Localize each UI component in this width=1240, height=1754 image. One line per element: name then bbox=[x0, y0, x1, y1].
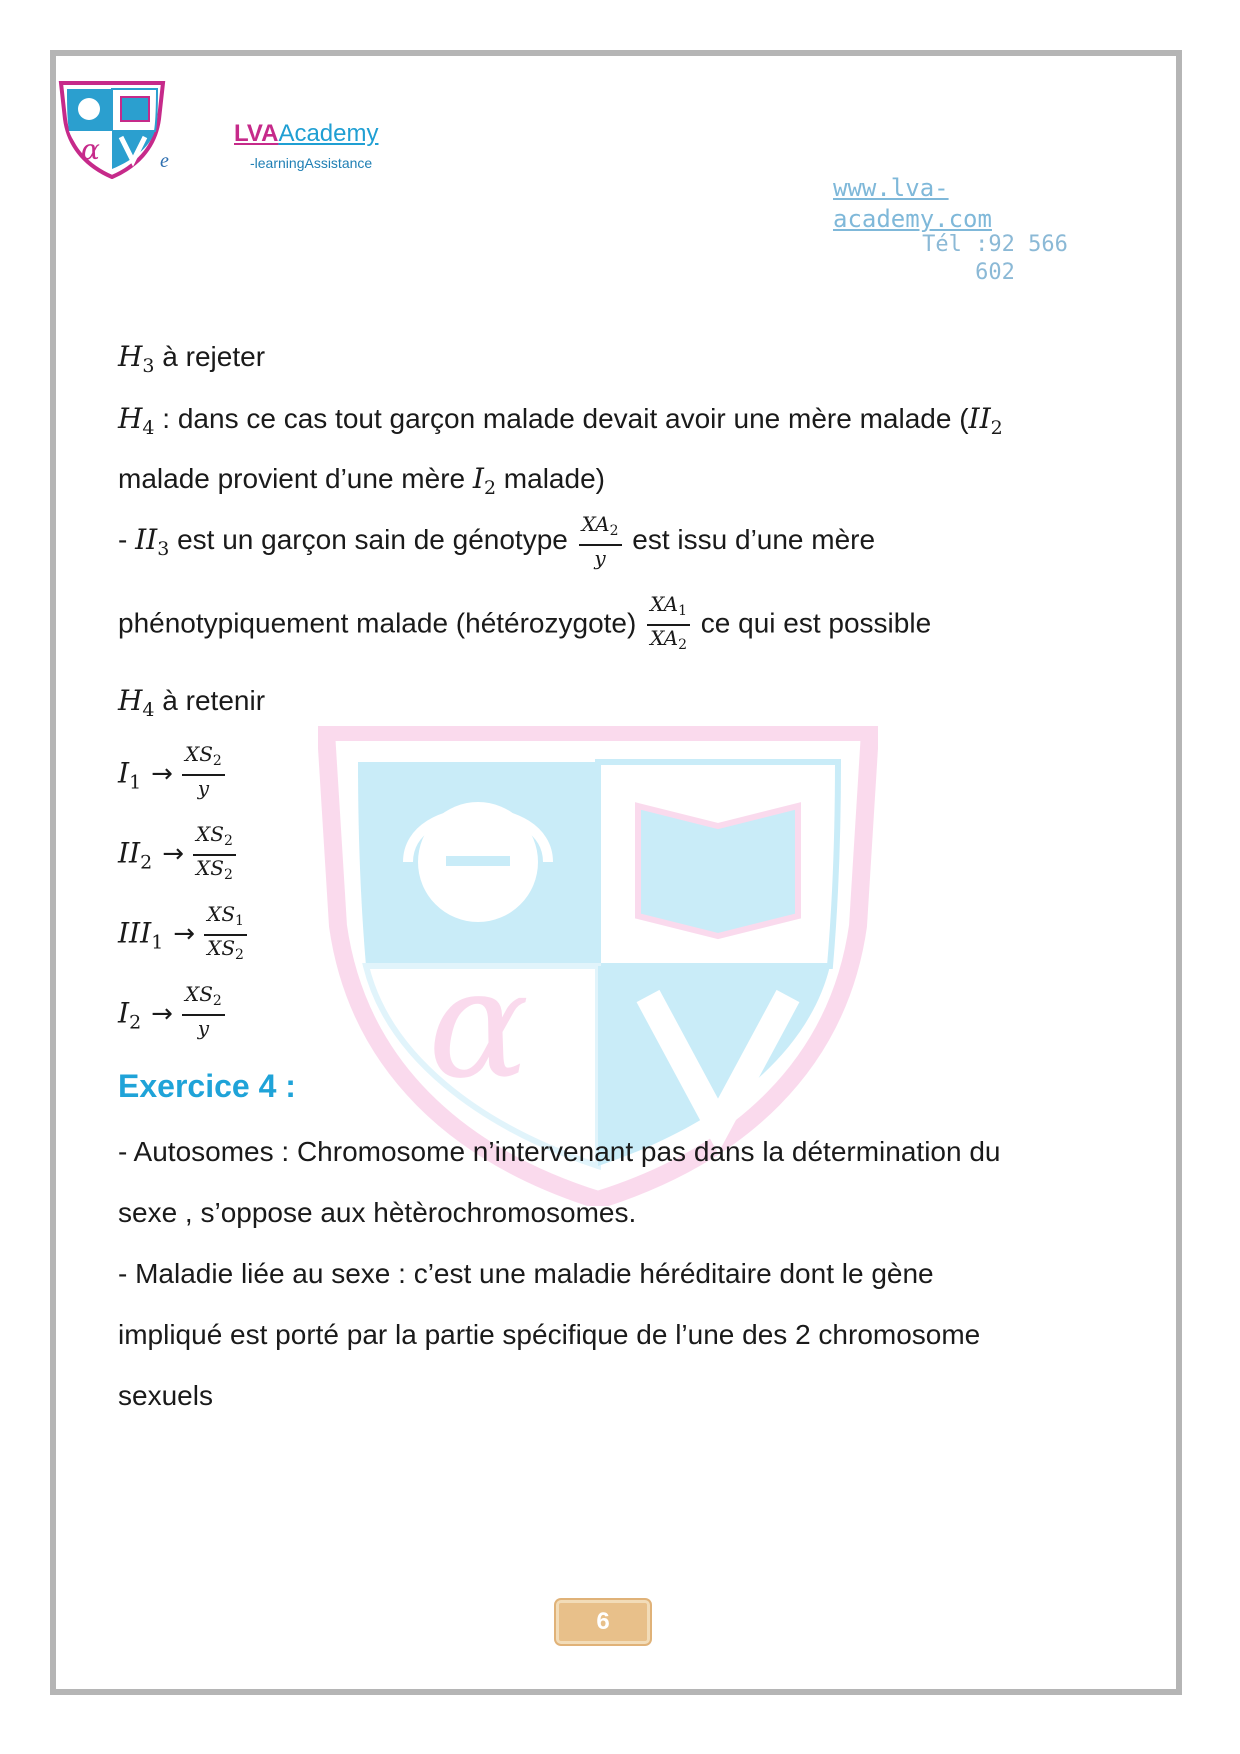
math-i2: I bbox=[472, 462, 484, 495]
phone-number bbox=[900, 231, 1090, 287]
frac-den: XS bbox=[196, 856, 224, 880]
genotype-fraction bbox=[647, 592, 690, 658]
frac-sub: 2 bbox=[235, 947, 244, 963]
paragraph-line: - Maladie liée au sexe : c’est une maladie héréditaire dont le gène bbox=[118, 1258, 934, 1289]
frac-sub: 2 bbox=[609, 523, 619, 539]
frac-num: XA bbox=[650, 592, 679, 616]
genotype-fraction bbox=[182, 742, 225, 808]
website-line-1: www.lva- bbox=[833, 174, 949, 202]
text-span: phénotypiquement malade (hétérozygote) bbox=[118, 607, 645, 639]
genotype-row bbox=[118, 822, 239, 888]
paragraph-line: sexe , s’oppose aux hètèrochromosomes. bbox=[118, 1197, 637, 1228]
paragraph-line bbox=[118, 512, 875, 571]
frac-sub: 2 bbox=[223, 833, 233, 849]
text-span: malade) bbox=[496, 463, 605, 494]
frac-sub: 1 bbox=[678, 603, 687, 619]
math-sub: 2 bbox=[483, 477, 497, 499]
book-icon bbox=[638, 806, 798, 936]
genotype-row bbox=[118, 742, 228, 808]
text-span: est issu d’une mère bbox=[624, 523, 876, 555]
paragraph-line bbox=[118, 592, 931, 658]
frac-den: y bbox=[197, 1016, 210, 1040]
frac-den: y bbox=[594, 546, 606, 570]
frac-num: XS bbox=[196, 822, 224, 846]
paragraph-line bbox=[118, 462, 605, 499]
h4-line bbox=[118, 402, 1003, 439]
math-ii2: II bbox=[968, 402, 991, 435]
frac-sub: 2 bbox=[212, 753, 222, 769]
exercise-heading: Exercice 4 : bbox=[118, 1068, 296, 1104]
alpha-icon: α bbox=[428, 938, 530, 1112]
h4-retain-line bbox=[118, 684, 265, 721]
paragraph-line: sexuels bbox=[118, 1380, 213, 1411]
brand-subtitle: -learningAssistance bbox=[250, 155, 373, 171]
brand-lva: LVA bbox=[234, 120, 279, 147]
text-span: à retenir bbox=[154, 685, 266, 716]
frac-den: XA bbox=[650, 626, 679, 650]
genotype-fraction bbox=[182, 982, 225, 1048]
math-sub: 4 bbox=[142, 417, 155, 439]
paragraph-line: impliqué est porté par la partie spécifique de l’une des 2 chromosome bbox=[118, 1319, 981, 1350]
math-sub: 2 bbox=[990, 417, 1003, 439]
phone-line-2: 602 bbox=[975, 260, 1015, 285]
math-sub: 1 bbox=[151, 931, 164, 954]
brand-name bbox=[234, 120, 378, 148]
genotype-row bbox=[118, 982, 228, 1048]
brand-academy: Academy bbox=[278, 120, 379, 147]
page-number-badge: 6 bbox=[556, 1600, 650, 1644]
frac-num: XS bbox=[184, 742, 213, 766]
paragraph-line: - Autosomes : Chromosome n’intervenant pas dans la détermination du bbox=[118, 1136, 1001, 1167]
arrow-icon: → bbox=[151, 999, 173, 1030]
math-var: I bbox=[118, 996, 130, 1030]
frac-sub: 1 bbox=[235, 913, 244, 929]
watermark-shield-icon bbox=[318, 726, 878, 1206]
frac-den: y bbox=[197, 776, 210, 800]
math-sub: 1 bbox=[129, 771, 142, 794]
math-sub: 2 bbox=[140, 851, 153, 874]
math-sub: 3 bbox=[142, 355, 155, 377]
text-span: à rejeter bbox=[154, 341, 266, 372]
text-span: : dans ce cas tout garçon malade devait avoir une mère malade ( bbox=[154, 403, 969, 434]
website-line-2: academy.com bbox=[833, 205, 992, 233]
frac-num: XS bbox=[207, 902, 236, 926]
svg-text:α: α bbox=[81, 133, 100, 166]
phone-line-1: Tél :92 566 bbox=[922, 232, 1068, 257]
logo-letter: e bbox=[160, 150, 169, 172]
arrow-icon: → bbox=[151, 759, 173, 790]
frac-sub: 2 bbox=[678, 637, 687, 653]
text-span: - bbox=[118, 523, 136, 555]
frac-num: XA bbox=[581, 512, 610, 536]
math-sub: 4 bbox=[142, 699, 155, 721]
genotype-fraction bbox=[193, 822, 236, 888]
math-h4: H bbox=[118, 402, 143, 435]
h3-line bbox=[118, 340, 265, 377]
math-var: I bbox=[118, 756, 130, 790]
text-span: est un garçon sain de génotype bbox=[169, 523, 576, 555]
website-link[interactable] bbox=[833, 173, 1073, 235]
arrow-icon: → bbox=[173, 919, 196, 950]
math-sub: 2 bbox=[129, 1011, 142, 1034]
genotype-row bbox=[118, 902, 250, 968]
text-span: malade provient d’une mère bbox=[118, 463, 473, 494]
frac-sub: 2 bbox=[212, 993, 222, 1009]
shield-logo-icon bbox=[57, 79, 167, 179]
math-var: III bbox=[118, 916, 152, 950]
math-h3: H bbox=[118, 340, 143, 373]
frac-num: XS bbox=[184, 982, 213, 1006]
arrow-icon: → bbox=[162, 839, 185, 870]
frac-sub: 2 bbox=[223, 867, 233, 883]
text-span: ce qui est possible bbox=[693, 607, 932, 639]
frac-den: XS bbox=[207, 936, 236, 960]
genotype-fraction bbox=[579, 512, 622, 571]
math-h4: H bbox=[118, 684, 143, 717]
math-var: II bbox=[118, 836, 141, 870]
genotype-fraction bbox=[204, 902, 247, 968]
math-sub: 3 bbox=[157, 537, 170, 560]
math-ii3: II bbox=[135, 522, 158, 556]
